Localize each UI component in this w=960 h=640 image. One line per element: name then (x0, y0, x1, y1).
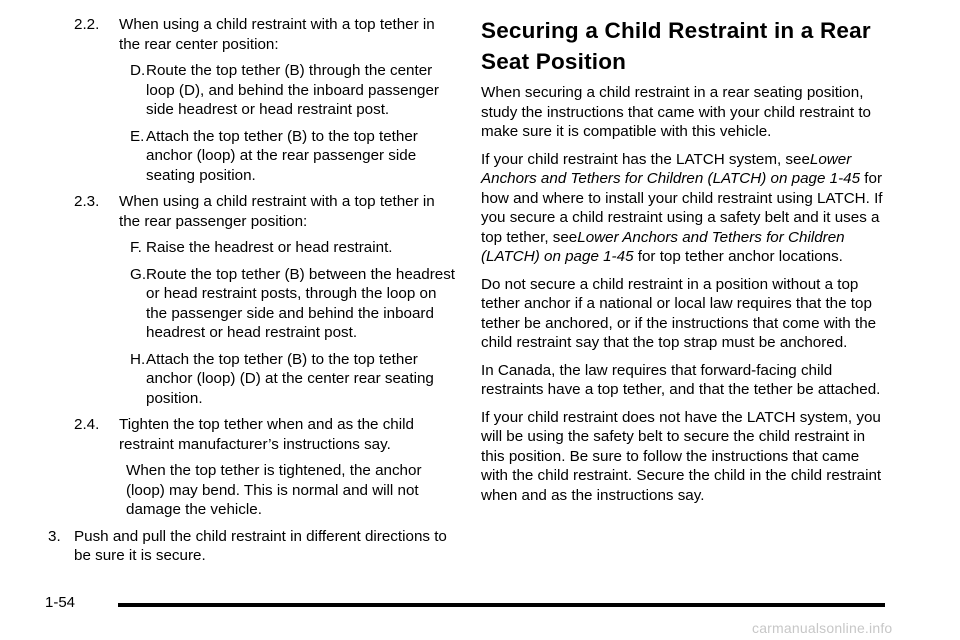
footer-rule (118, 603, 885, 607)
step-number: 3. (48, 527, 61, 545)
latch-text-a: If your child restraint has the LATCH system, see (481, 150, 810, 168)
step-2-4 (48, 415, 456, 454)
substep-letter: H. (130, 350, 146, 368)
step-text: Tighten the top tether when and as the child restraint manufacturer’s instructions say. (119, 416, 414, 453)
right-column (481, 15, 885, 513)
substep-text: Attach the top tether (B) to the top tether anchor (loop) at the rear passenger side seating position. (146, 127, 418, 184)
cross-reference-link[interactable]: Lower Anchors and Tethers for Children (LATCH) on page 1-45 (481, 228, 845, 265)
substep-text: Raise the headrest or head restraint. (146, 239, 393, 256)
page-number: 1-54 (45, 594, 76, 611)
substep-letter: D. (130, 62, 146, 79)
paragraph-safety-belt: If your child restraint does not have the LATCH system, you will be using the safety belt to secure the child restraint in this position. Be sure to follow the instructions that came with the child restraint. Secure the child in the child restraint when and as the instructions say. (481, 408, 882, 504)
substep-f (48, 238, 456, 258)
paragraph-canada: In Canada, the law requires that forward-facing child restraints have a top tether, and that the tether be attached. (481, 361, 881, 398)
step-3 (48, 527, 456, 566)
step-number: 2.3. (74, 193, 100, 210)
latch-text-c: for top tether anchor locations. (637, 248, 843, 265)
substep-text: Attach the top tether (B) to the top tether anchor (loop) (D) at the center rear seating position. (146, 350, 434, 407)
step-2-2 (48, 15, 456, 54)
step-2-3 (48, 192, 456, 231)
substep-d (48, 61, 456, 120)
step-2-4-note: When the top tether is tightened, the anchor (loop) may bend. This is normal and will not damage the vehicle. (126, 462, 422, 518)
substep-text: Route the top tether (B) through the center loop (D), and behind the inboard passenger side headrest or head restraint post. (146, 62, 439, 118)
substep-letter: E. (130, 127, 145, 145)
paragraph-anchor-law: Do not secure a child restraint in a position without a top tether anchor if a national or local law requires that the top tether be anchored, or if the instructions that come with the child restraint say that the top strap must be anchored. (481, 275, 877, 351)
step-text: Push and pull the child restraint in different directions to be sure it is secure. (74, 527, 447, 564)
step-number: 2.4. (74, 416, 100, 433)
watermark: carmanualsonline.info (752, 620, 893, 636)
substep-e (48, 127, 456, 186)
substep-text: Route the top tether (B) between the headrest or head restraint posts, through the loop on the passenger side and behind the inboard headrest or head restraint post. (146, 265, 456, 341)
step-text: When using a child restraint with a top tether in the rear center position: (119, 16, 435, 53)
paragraph-latch (481, 150, 885, 267)
section-heading: Securing a Child Restraint in a Rear Seat Position (481, 18, 871, 74)
step-number: 2.2. (74, 16, 100, 33)
substep-h (48, 350, 456, 409)
substep-letter: G. (130, 265, 147, 283)
paragraph-compatibility: When securing a child restraint in a rear seating position, study the instructions that came with your child restraint to make sure it is compatible with this vehicle. (481, 84, 871, 140)
substep-g (48, 265, 456, 343)
left-column (48, 15, 456, 573)
cross-reference-link[interactable]: Lower Anchors and Tethers for Children (LATCH) on page 1-45 (481, 150, 861, 187)
step-text: When using a child restraint with a top tether in the rear passenger position: (119, 193, 435, 230)
latch-text-b: for how and where to install your child restraint using LATCH. If you secure a child restraint using a safety belt and it uses a top tether, see (481, 170, 883, 246)
substep-letter: F. (130, 239, 142, 256)
